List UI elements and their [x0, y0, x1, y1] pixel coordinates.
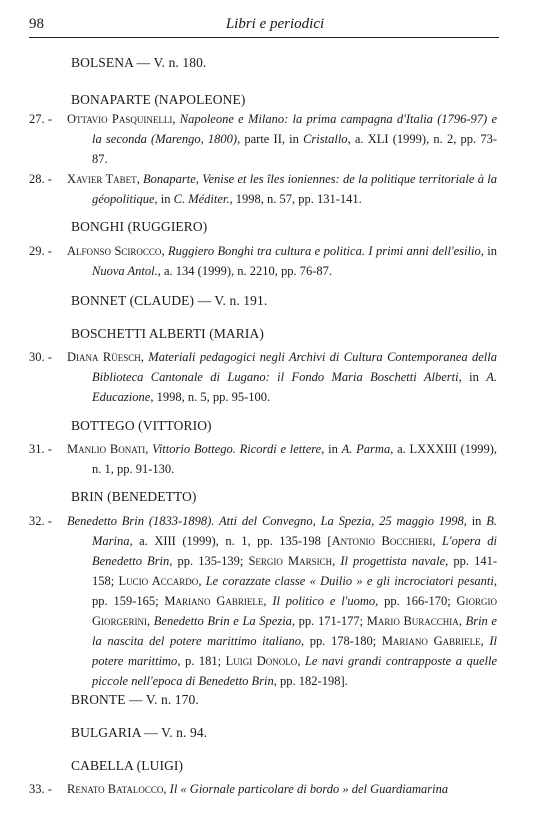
entry-title: Ruggiero Bonghi tra cultura e politica. I primi anni dell'esilio — [168, 244, 481, 258]
contribution-title: Il progettista navale — [340, 554, 446, 568]
entry-number: 33. - — [29, 782, 52, 796]
entry-32: 32. - Benedetto Brin (1833-1898). Atti del Convegno, La Spezia, 25 maggio 1998, in B. Marina, a. XIII (1999), n. 1, pp. 135-198 [Antonio Bocchieri, L'opera di Benedetto Brin, pp. 135-139; Sergio Marsich, Il progettista navale, pp. 141-158; Lucio Accardo, Le corazzate classe « Duilio » e gli incrociatori pesanti, pp. 159-165; Mariano Gabriele, Il politico e l'uomo, pp. 166-170; Giorgio Giorgerini, Benedetto Brin e La Spezia, pp. 171-177; Mario Buracchia, Brin e la nascita del potere marittimo italiano, pp. 178-180; Mariano Gabriele, Il potere marittimo, p. 181; Luigi Donolo, Le navi grandi contrapposte a quelle piccole nell'epoca di Benedetto Brin, pp. 182-198]. — [29, 511, 497, 691]
heading-bronte: BRONTE — V. n. 170. — [71, 692, 199, 707]
contribution-author: Sergio Marsich — [248, 554, 333, 568]
heading-bonaparte: BONAPARTE (NAPOLEONE) — [71, 92, 246, 107]
contribution-title: Brin e la nascita del potere marittimo italiano — [92, 614, 497, 648]
entry-number: 29. - — [29, 244, 52, 258]
heading-bonghi: BONGHI (RUGGIERO) — [71, 219, 208, 234]
entry-journal: Nuova Antol. — [92, 264, 158, 278]
entry-number: 30. - — [29, 350, 52, 364]
entry-author: Manlio Bonati — [67, 442, 146, 456]
contribution-author: Mariano Gabriele — [164, 594, 264, 608]
contribution-title: Le navi grandi contrapposte a quelle piccole nell'epoca di Benedetto Brin — [92, 654, 498, 688]
heading-bulgaria: BULGARIA — V. n. 94. — [71, 725, 208, 740]
entry-author: Diana Rüesch — [67, 350, 141, 364]
entry-number: 28. - — [29, 172, 52, 186]
contribution-title: Benedetto Brin e La Spezia — [153, 614, 292, 628]
entry-title: Bonaparte, Venise et les îles ioniennes: de la politique territoriale à la géopolitique — [92, 172, 497, 206]
heading-bonnet: BONNET (CLAUDE) — V. n. 191. — [71, 293, 268, 308]
entry-31: 31. - Manlio Bonati, Vittorio Bottego. Ricordi e lettere, in A. Parma, a. LXXXIII (1999), n. 1, pp. 91-130. — [29, 439, 497, 479]
entry-number: 31. - — [29, 442, 52, 456]
entry-author: Renato Batalocco — [67, 782, 164, 796]
heading-bolsena: BOLSENA — V. n. 180. — [71, 55, 207, 70]
entry-title: Il « Giornale particolare di bordo » del Guardiamarina — [169, 782, 449, 796]
heading-cabella: CABELLA (LUIGI) — [71, 758, 184, 773]
contribution-author: Giorgio Giorgerini — [92, 594, 498, 628]
entry-journal: C. Méditer. — [173, 192, 230, 206]
contribution-title: Il potere marittimo — [92, 634, 498, 668]
entry-author: Alfonso Scirocco — [67, 244, 162, 258]
contribution-author: Mario Buracchia — [366, 614, 459, 628]
page-number: 98 — [29, 16, 44, 32]
entry-30: 30. - Diana Rüesch, Materiali pedagogici negli Archivi di Cultura Contemporanea della Biblioteca Cantonale di Lugano: il Fondo Maria Boschetti Alberti, in A. Educazione, 1998, n. 5, pp. 95-100. — [29, 347, 497, 407]
header-rule — [29, 37, 499, 38]
entry-journal: B. Marina — [92, 514, 497, 548]
contribution-author: Lucio Accardo — [118, 574, 199, 588]
entry-journal: Cristallo — [303, 132, 348, 146]
contribution-author: Mariano Gabriele — [381, 634, 481, 648]
heading-boschetti-alberti: BOSCHETTI ALBERTI (MARIA) — [71, 326, 264, 341]
entry-number: 27. - — [29, 112, 52, 126]
heading-bottego: BOTTEGO (VITTORIO) — [71, 418, 212, 433]
entry-title: Napoleone e Milano: la prima campagna d'Italia (1796-97) e la seconda (Marengo, 1800) — [92, 112, 497, 146]
entry-journal: A. Parma — [341, 442, 391, 456]
entry-title: Materiali pedagogici negli Archivi di Cultura Contemporanea della Biblioteca Cantonale di Lugano: il Fondo Maria Boschetti Alberti — [92, 350, 497, 384]
contribution-author: Antonio Bocchieri — [331, 534, 433, 548]
entry-journal: A. Educazione — [92, 370, 497, 404]
entry-author: Ottavio Pasquinelli — [67, 112, 173, 126]
entry-title: Vittorio Bottego. Ricordi e lettere — [152, 442, 322, 456]
contribution-title: Le corazzate classe « Duilio » e gli incrociatori pesanti — [205, 574, 494, 588]
entry-28: 28. - Xavier Tabet, Bonaparte, Venise et les îles ioniennes: de la politique territoriale à la géopolitique, in C. Méditer., 1998, n. 57, pp. 131-141. — [29, 169, 497, 209]
contribution-author: Luigi Donolo — [225, 654, 298, 668]
entry-author: Xavier Tabet — [67, 172, 137, 186]
page-header — [0, 0, 550, 40]
running-title: Libri e periodici — [225, 16, 325, 32]
entry-number: 32. - — [29, 514, 52, 528]
contribution-title: L'opera di Benedetto Brin — [92, 534, 498, 568]
contribution-title: Il politico e l'uomo — [272, 594, 376, 608]
entry-27: 27. - Ottavio Pasquinelli, Napoleone e Milano: la prima campagna d'Italia (1796-97) e la seconda (Marengo, 1800), parte II, in Cristallo, a. XLI (1999), n. 2, pp. 73-87. — [29, 109, 497, 169]
heading-brin: BRIN (BENEDETTO) — [71, 489, 197, 504]
entry-33: 33. - Renato Batalocco, Il « Giornale particolare di bordo » del Guardiamarina — [29, 779, 497, 799]
entry-title: Benedetto Brin (1833-1898). Atti del Convegno, La Spezia, 25 maggio 1998 — [67, 514, 464, 528]
entry-29: 29. - Alfonso Scirocco, Ruggiero Bonghi tra cultura e politica. I primi anni dell'esilio, in Nuova Antol., a. 134 (1999), n. 2210, pp. 76-87. — [29, 241, 497, 281]
